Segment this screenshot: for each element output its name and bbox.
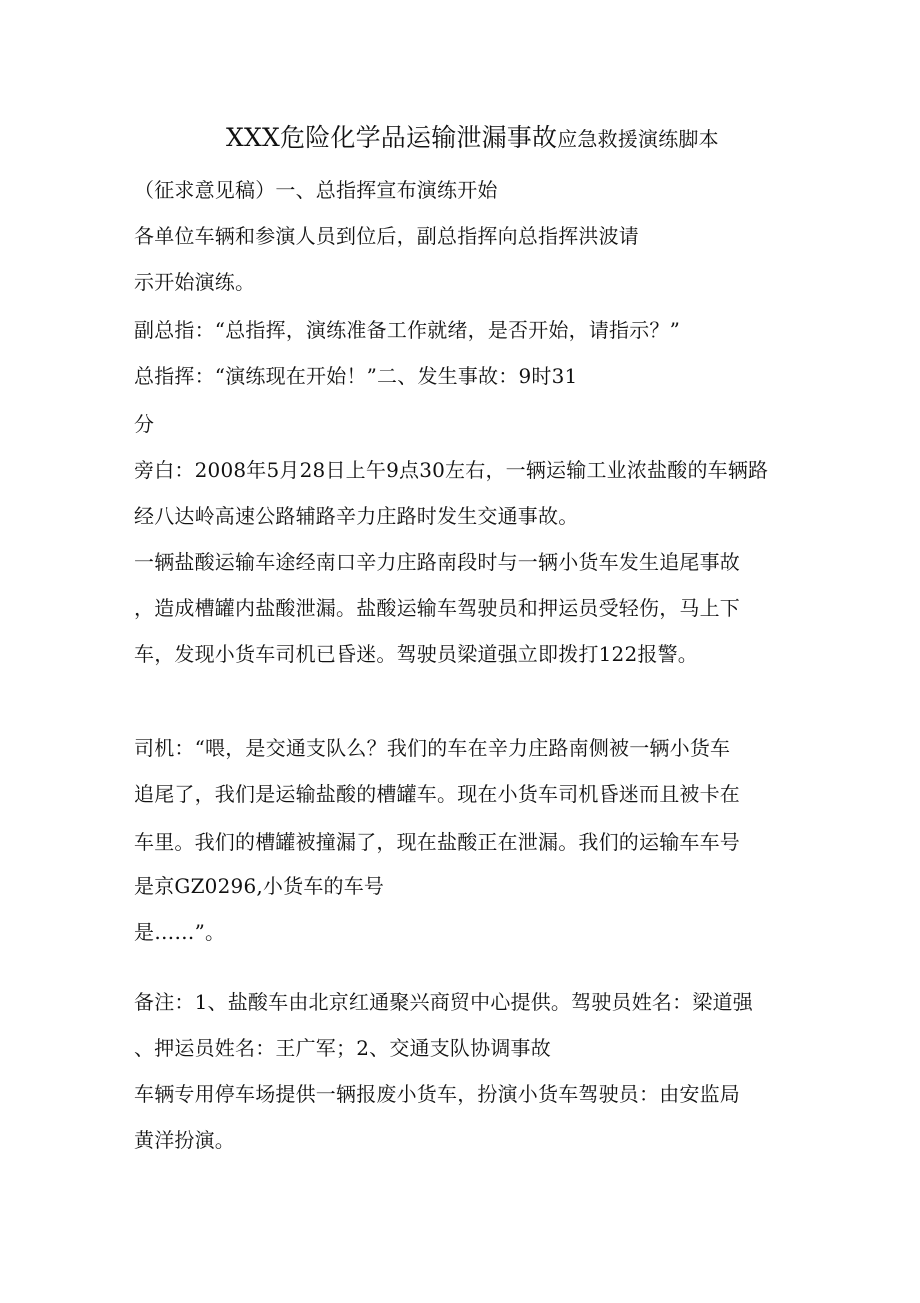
body-line: 是……”。 <box>134 920 226 944</box>
body-line: 车，发现小货车司机已昏迷。驾驶员梁道强立即拨打122报警。 <box>134 642 698 666</box>
body-line: 示开始演练。 <box>134 270 256 294</box>
body-line: 一辆盐酸运输车途经南口辛力庄路南段时与一辆小货车发生追尾事故 <box>134 550 740 574</box>
body-line: ，造成槽罐内盐酸泄漏。盐酸运输车驾驶员和押运员受轻伤，马上下 <box>134 596 740 620</box>
body-line: 副总指：“总指挥，演练准备工作就绪，是否开始，请指示？” <box>134 318 681 342</box>
body-line: 司机：“喂，是交通支队么？我们的车在辛力庄路南侧被一辆小货车 <box>134 736 731 760</box>
title-suffix: 应急救援演练脚本 <box>557 127 719 151</box>
body-line: 、押运员姓名：王广军；2、交通支队协调事故 <box>134 1036 551 1060</box>
body-line: （征求意见稿）一、总指挥宣布演练开始 <box>134 178 498 202</box>
body-line: 总指挥：“演练现在开始！”二、发生事故：9时31 <box>134 364 578 388</box>
body-line: 追尾了，我们是运输盐酸的槽罐车。现在小货车司机昏迷而且被卡在 <box>134 782 740 806</box>
title-main: XXX危险化学品运输泄漏事故 <box>226 123 558 152</box>
document-title <box>226 124 800 153</box>
body-line: 黄洋扮演。 <box>134 1128 235 1152</box>
body-line: 是京GZ0296,小货车的车号 <box>134 874 385 898</box>
body-line: 备注：1、盐酸车由北京红通聚兴商贸中心提供。驾驶员姓名：梁道强 <box>134 990 753 1014</box>
body-line: 旁白：2008年5月28日上午9点30左右，一辆运输工业浓盐酸的车辆路 <box>134 458 769 482</box>
body-line: 分 <box>134 412 155 436</box>
body-line: 各单位车辆和参演人员到位后，副总指挥向总指挥洪波请 <box>134 224 639 248</box>
body-line: 车辆专用停车场提供一辆报废小货车，扮演小货车驾驶员：由安监局 <box>134 1082 740 1106</box>
body-line: 经八达岭高速公路辅路辛力庄路时发生交通事故。 <box>134 504 579 528</box>
body-line: 车里。我们的槽罐被撞漏了，现在盐酸正在泄漏。我们的运输车车号 <box>134 830 740 854</box>
